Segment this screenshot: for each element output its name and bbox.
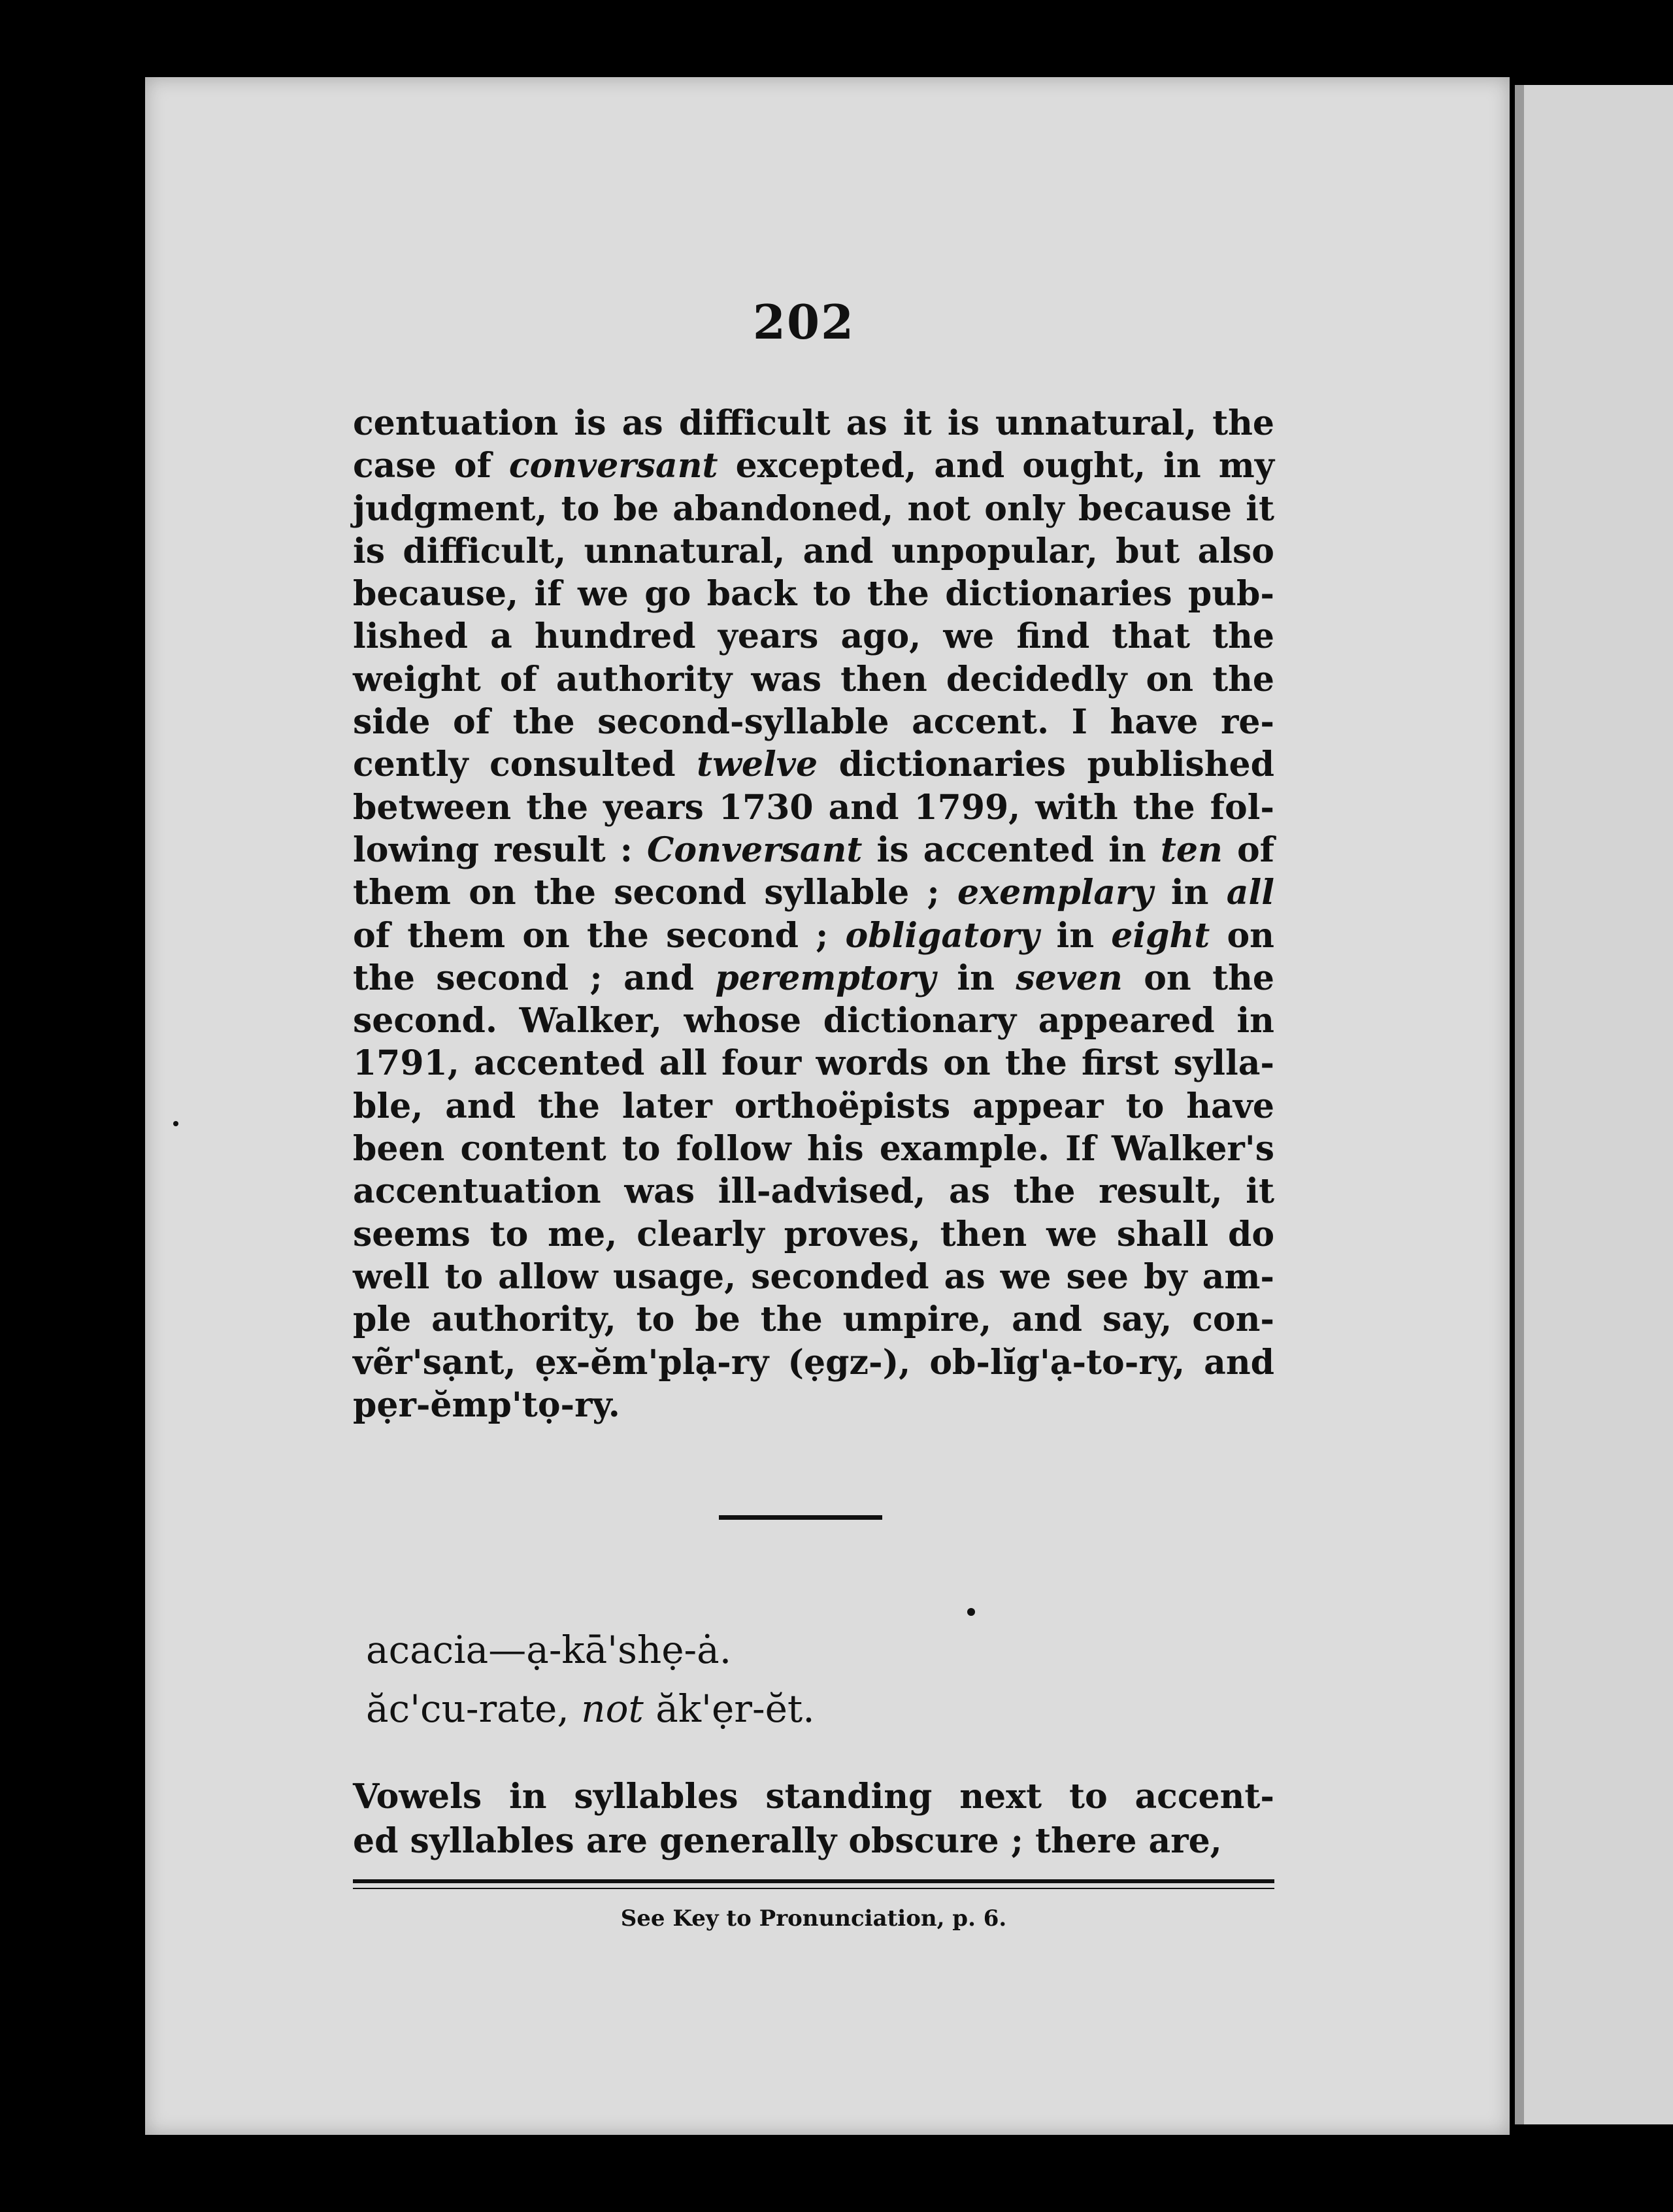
body-text-line: case of conversant excepted, and ought, in my <box>353 446 1274 486</box>
vowels-paragraph <box>353 1775 1274 1864</box>
body-text-line: well to allow usage, seconded as we see by am- <box>353 1256 1274 1297</box>
ink-speck <box>173 1121 178 1126</box>
body-text-line: of them on the second ; obligatory in eight on <box>353 915 1274 956</box>
body-text-line: been content to follow his example. If Walker's <box>353 1129 1274 1169</box>
body-text-line: ple authority, to be the umpire, and say, con- <box>353 1299 1274 1340</box>
body-text-line: accentuation was ill-advised, as the result, it <box>353 1171 1274 1212</box>
page-number: 202 <box>752 294 855 350</box>
body-text-line: 1791, accented all four words on the first sylla- <box>353 1043 1274 1084</box>
body-text-line: judgment, to be abandoned, not only because it <box>353 488 1274 529</box>
facing-page-shadow <box>1515 85 1524 2124</box>
ink-speck <box>967 1608 975 1616</box>
body-text-line: cently consulted twelve dictionaries published <box>353 745 1274 785</box>
body-text-line: second. Walker, whose dictionary appeared in <box>353 1001 1274 1041</box>
body-text-line: ble, and the later orthoëpists appear to have <box>353 1086 1274 1126</box>
pronunciation-entry-acacia: acacia—ạ-kā'shẹ-ȧ. <box>366 1628 732 1672</box>
body-text-line: because, if we go back to the dictionaries pub- <box>353 574 1274 614</box>
body-text-line: the second ; and peremptory in seven on the <box>353 958 1275 998</box>
vowels-text-line: Vowels in syllables standing next to accent- <box>353 1777 1274 1817</box>
footnote: See Key to Pronunciation, p. 6. <box>620 1905 1007 1932</box>
body-text-line: lished a hundred years ago, we find that the <box>353 616 1274 657</box>
body-paragraph <box>353 402 1274 1426</box>
body-text-line: centuation is as difficult as it is unnatural, the <box>353 403 1274 443</box>
footnote-rule <box>353 1879 1274 1883</box>
body-text-line: pẹr-ĕmp'tọ-ry. <box>353 1384 620 1425</box>
footnote-rule-thin <box>353 1888 1274 1889</box>
body-text-line: lowing result : Conversant is accented in ten of <box>353 830 1275 870</box>
body-text-line: vẽr'sạnt, ẹx-ĕm'plạ-ry (ẹgz-), ob-lĭg'ạ-to-ry, and <box>353 1342 1274 1382</box>
vowels-text-line: ed syllables are generally obscure ; there are, <box>353 1821 1222 1861</box>
facing-page-edge <box>1523 85 1673 2124</box>
body-text-line: side of the second-syllable accent. I have re- <box>353 702 1274 743</box>
section-divider <box>719 1515 882 1520</box>
pronunciation-entry-accurate: ăc'cu-rate, not ăk'ẹr-ĕt. <box>366 1686 815 1731</box>
body-text-line: is difficult, unnatural, and unpopular, but also <box>353 531 1274 571</box>
body-text-line: weight of authority was then decidedly on the <box>353 659 1274 699</box>
body-text-line: seems to me, clearly proves, then we shall do <box>353 1214 1274 1254</box>
body-text-line: between the years 1730 and 1799, with the fol- <box>353 787 1274 828</box>
body-text-line: them on the second syllable ; exemplary in all <box>353 873 1274 913</box>
